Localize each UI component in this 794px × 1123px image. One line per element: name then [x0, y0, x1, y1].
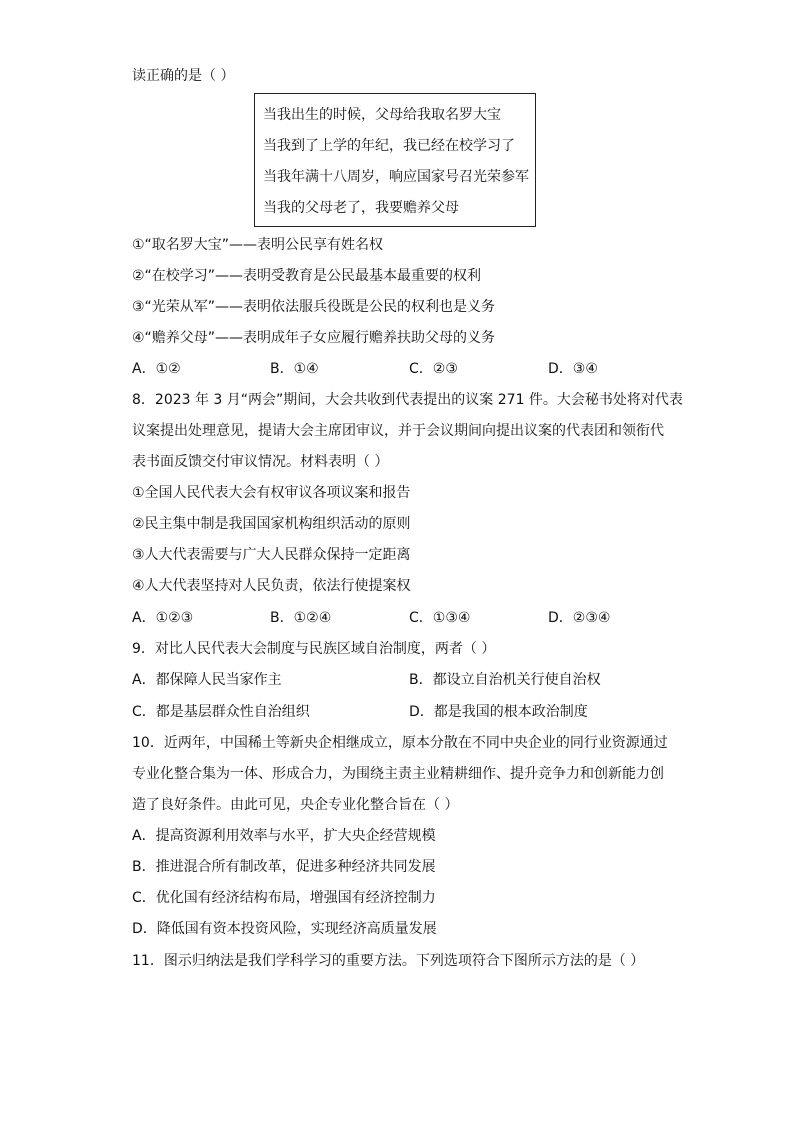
q9-option-b: B．都设立自治机关行使自治权 [409, 672, 601, 688]
q8-stem-line-2: 议案提出处理意见，提请大会主席团审议，并于会议期间向提出议案的代表团和领衔代 [132, 423, 664, 439]
q10-stem-line-2: 专业化整合集为一体、形成合力，为围绕主责主业精耕细作、提升竞争力和创新能力创 [132, 766, 664, 782]
q8-option-d: D．②③④ [548, 610, 611, 626]
q8-stem-line-3: 表书面反馈交付审议情况。材料表明（ ） [132, 454, 389, 470]
q8-option-b: B．①②④ [270, 610, 332, 626]
q9-stem: 9．对比人民代表大会制度与民族区域自治制度，两者（ ） [132, 641, 496, 657]
q9-option-a: A．都保障人民当家作主 [132, 672, 282, 688]
q7-statement-2: ②“在校学习”——表明受教育是公民最基本最重要的权利 [132, 268, 482, 284]
q11-stem: 11．图示归纳法是我们学科学习的重要方法。下列选项符合下图所示方法的是（ ） [132, 953, 645, 969]
q7-statement-4: ④“赡养父母”——表明成年子女应履行赡养扶助父母的义务 [132, 330, 496, 346]
q8-option-a: A．①②③ [132, 610, 194, 626]
q7-option-d: D．③④ [548, 361, 598, 377]
q7-option-a: A．①② [132, 361, 181, 377]
q10-option-d: D．降低国有资本投资风险，实现经济高质量发展 [132, 921, 437, 937]
q7-box-line-2: 当我到了上学的年纪，我已经在校学习了 [263, 138, 515, 154]
q8-option-c: C．①③④ [409, 610, 471, 626]
q7-stem-tail: 读正确的是（ ） [132, 68, 235, 84]
q9-option-d: D．都是我国的根本政治制度 [409, 704, 588, 720]
q9-option-c: C．都是基层群众性自治组织 [132, 704, 310, 720]
q8-statement-4: ④人大代表坚持对人民负责，依法行使提案权 [132, 578, 411, 594]
q10-option-b: B．推进混合所有制改革，促进多种经济共同发展 [132, 859, 436, 875]
q7-statement-1: ①“取名罗大宝”——表明公民享有姓名权 [132, 237, 384, 253]
q7-option-b: B．①④ [270, 361, 319, 377]
q7-option-c: C．②③ [409, 361, 458, 377]
q8-statement-3: ③人大代表需要与广大人民群众保持一定距离 [132, 547, 411, 563]
q10-stem-line-3: 造了良好条件。由此可见，央企专业化整合旨在（ ） [132, 797, 459, 813]
q8-statement-2: ②民主集中制是我国国家机构组织活动的原则 [132, 516, 411, 532]
q7-material-box [254, 93, 536, 227]
q7-box-line-4: 当我的父母老了，我要赡养父母 [263, 200, 459, 216]
q10-option-a: A．提高资源利用效率与水平，扩大央企经营规模 [132, 828, 436, 844]
q8-statement-1: ①全国人民代表大会有权审议各项议案和报告 [132, 485, 411, 501]
q8-stem-line-1: 8．2023 年 3 月“两会”期间，大会共收到代表提出的议案 271 件。大会秘书处将对代表 [132, 392, 683, 408]
q10-stem-line-1: 10．近两年，中国稀土等新央企相继成立，原本分散在不同中央企业的同行业资源通过 [132, 735, 668, 751]
q7-box-line-3: 当我年满十八周岁，响应国家号召光荣参军 [263, 169, 529, 185]
q7-box-line-1: 当我出生的时候，父母给我取名罗大宝 [263, 107, 501, 123]
q7-statement-3: ③“光荣从军”——表明依法服兵役既是公民的权利也是义务 [132, 299, 496, 315]
q10-option-c: C．优化国有经济结构布局，增强国有经济控制力 [132, 890, 436, 906]
